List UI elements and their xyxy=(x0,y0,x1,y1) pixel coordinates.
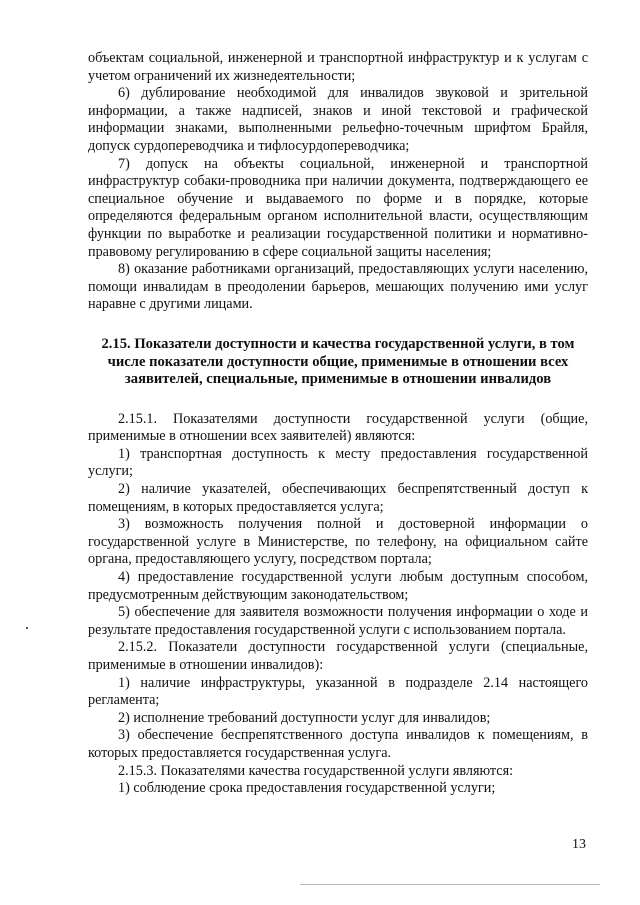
section-heading: 2.15. Показатели доступности и качества государственной услуги, в том числе показатели доступности общие, применимые в отношении всех заявителей, специальные, применимые в отношении инвалидов xyxy=(101,335,575,388)
paragraph: 2) исполнение требований доступности услуг для инвалидов; xyxy=(118,709,491,726)
scan-artifact-line xyxy=(300,884,600,885)
paragraph: 6) дублирование необходимой для инвалидов звуковой и зрительной информации, а также надписей, знаков и иной текстовой и графической информации знаками, выполненными рельефно-точечным шрифтом Брайля, допуск сурдопереводчика и тифлосурдопереводчика; xyxy=(88,85,588,154)
paragraph: 2.15.2. Показатели доступности государственной услуги (специальные, применимые в отношении инвалидов): xyxy=(88,639,588,673)
paragraph: 8) оказание работниками организаций, предоставляющих услуги населению, помощи инвалидам в преодолении барьеров, мешающих получению ими услуг наравне с другими лицами. xyxy=(88,261,588,313)
paragraph: 2.15.1. Показателями доступности государственной услуги (общие, применимые в отношении всех заявителей) являются: xyxy=(88,410,588,445)
paragraph: объектам социальной, инженерной и транспортной инфраструктур и к услугам с учетом ограничений их жизнедеятельности; xyxy=(88,50,588,84)
paragraph: 1) соблюдение срока предоставления государственной услуги; xyxy=(118,780,496,797)
paragraph: 3) возможность получения полной и достоверной информации о государственной услуге в Министерстве, по телефону, на официальном сайте органа, предоставляющего услугу, посредством портала; xyxy=(88,516,588,568)
paragraph: 2.15.3. Показателями качества государственной услуги являются: xyxy=(118,762,514,779)
page-number: 13 xyxy=(572,837,586,852)
paragraphs-top xyxy=(88,50,588,314)
paragraphs-bottom xyxy=(88,411,588,798)
paragraph: 1) транспортная доступность к месту предоставления государственной услуги; xyxy=(88,445,588,480)
paragraph: 1) наличие инфраструктуры, указанной в подразделе 2.14 настоящего регламента; xyxy=(88,674,588,709)
document-page xyxy=(88,50,588,798)
paragraph: 3) обеспечение беспрепятственного доступа инвалидов к помещениям, в которых предоставляется государственная услуга. xyxy=(88,727,588,761)
paragraph: 7) допуск на объекты социальной, инженерной и транспортной инфраструктур собаки-проводника при наличии документа, подтверждающего ее специальное обучение и выдаваемого по форме и в порядке, которые определяются федеральным органом исполнительной власти, осуществляющим функции по выработке и реализации государственной политики и нормативно-правовому регулированию в сфере социальной защиты населения; xyxy=(88,155,588,260)
scan-artifact-dot xyxy=(26,627,28,629)
paragraph: 5) обеспечение для заявителя возможности получения информации о ходе и результате предоставления государственной услуги с использованием портала. xyxy=(88,604,588,638)
paragraph: 2) наличие указателей, обеспечивающих беспрепятственный доступ к помещениям, в которых предоставляется услуга; xyxy=(88,481,588,515)
paragraph: 4) предоставление государственной услуги любым доступным способом, предусмотренным действующим законодательством; xyxy=(88,569,588,603)
